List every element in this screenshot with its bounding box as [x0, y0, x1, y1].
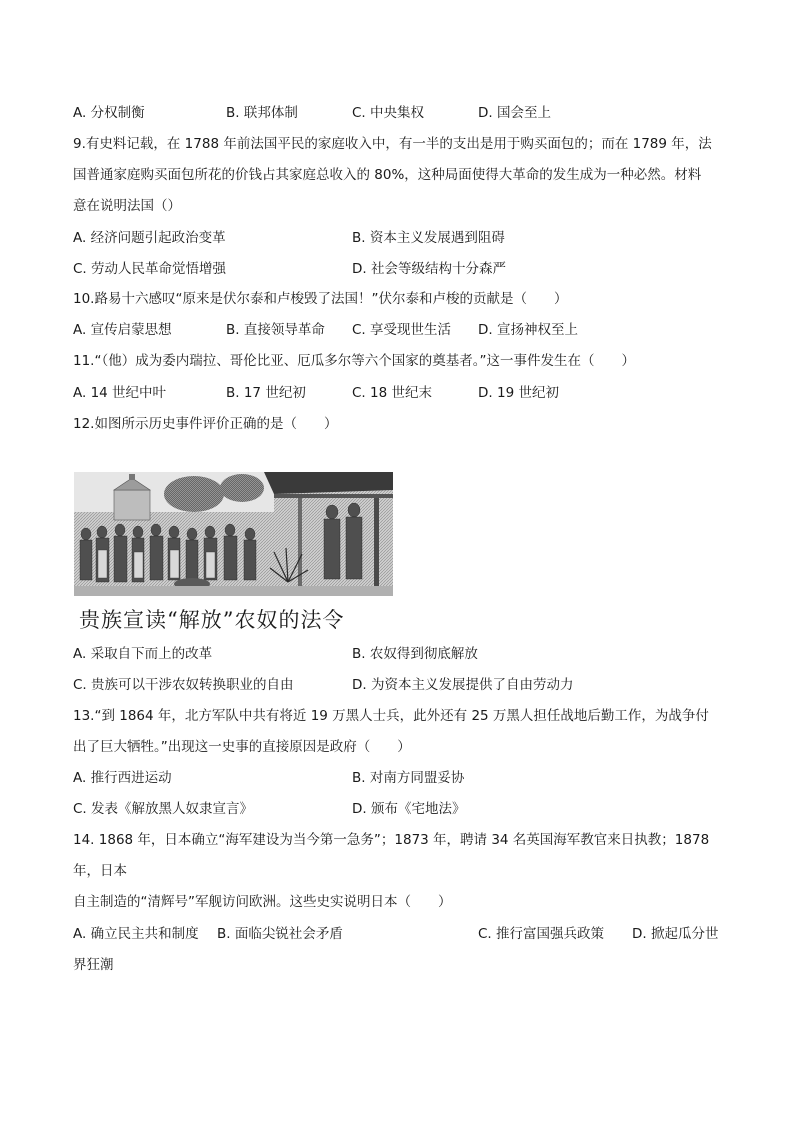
q10-option-c: C. 享受现世生活: [352, 322, 452, 338]
q14-option-d: D. 掀起瓜分世: [632, 926, 719, 942]
q11-option-c: C. 18 世纪末: [352, 385, 432, 401]
q13-stem-line1: 13.“到 1864 年，北方军队中共有将近 19 万黑人士兵，此外还有 25 万黑人担任战地后勤工作，为战争付: [73, 708, 709, 724]
q8-option-a: A. 分权制衡: [73, 105, 145, 121]
q9-stem-line1: 9.有史料记载，在 1788 年前法国平民的家庭收入中，有一半的支出是用于购买面包的；而在 1789 年，法: [73, 136, 712, 152]
q10-stem: 10.路易十六感叹“原来是伏尔泰和卢梭毁了法国！”伏尔泰和卢梭的贡献是（ ）: [73, 291, 568, 307]
q11-option-d: D. 19 世纪初: [478, 385, 559, 401]
q10-option-b: B. 直接领导革命: [226, 322, 325, 338]
q8-option-b: B. 联邦体制: [226, 105, 298, 121]
serf-emancipation-engraving: [74, 472, 393, 596]
q14-option-a: A. 确立民主共和制度: [73, 926, 199, 942]
q12-option-c: C. 贵族可以干涉农奴转换职业的自由: [73, 677, 294, 693]
q10-option-d: D. 宣扬神权至上: [478, 322, 578, 338]
q14-option-d-continued: 界狂潮: [73, 957, 114, 973]
q14-option-c: C. 推行富国强兵政策: [478, 926, 605, 942]
q12-option-b: B. 农奴得到彻底解放: [352, 646, 478, 662]
figure-caption: 贵族宣读“解放”农奴的法令: [79, 608, 345, 632]
q8-option-c: C. 中央集权: [352, 105, 425, 121]
q13-stem-line2: 出了巨大牺牲。”出现这一史事的直接原因是政府（ ）: [73, 739, 411, 755]
q9-option-a: A. 经济问题引起政治变革: [73, 230, 226, 246]
q9-stem-line3: 意在说明法国（）: [73, 198, 181, 214]
q11-option-b: B. 17 世纪初: [226, 385, 306, 401]
q8-option-d: D. 国会至上: [478, 105, 551, 121]
q9-option-d: D. 社会等级结构十分森严: [352, 261, 506, 277]
q11-option-a: A. 14 世纪中叶: [73, 385, 167, 401]
q14-option-b: B. 面临尖锐社会矛盾: [217, 926, 343, 942]
q13-option-b: B. 对南方同盟妥协: [352, 770, 465, 786]
q9-stem-line2: 国普通家庭购买面包所花的价钱占其家庭总收入的 80%，这种局面使得大革命的发生成为一种必然。材料: [73, 167, 702, 183]
q9-option-b: B. 资本主义发展遇到阻碍: [352, 230, 505, 246]
q13-option-c: C. 发表《解放黑人奴隶宣言》: [73, 801, 254, 817]
q12-option-d: D. 为资本主义发展提供了自由劳动力: [352, 677, 574, 693]
q14-stem-line3: 自主制造的“清辉号”军舰访问欧洲。这些史实说明日本（ ）: [73, 894, 452, 910]
q10-option-a: A. 宣传启蒙思想: [73, 322, 172, 338]
q12-option-a: A. 采取自下而上的改革: [73, 646, 213, 662]
q13-option-d: D. 颁布《宅地法》: [352, 801, 466, 817]
q11-stem: 11.“（他）成为委内瑞拉、哥伦比亚、厄瓜多尔等六个国家的奠基者。”这一事件发生在（ ）: [73, 353, 635, 369]
q9-option-c: C. 劳动人民革命觉悟增强: [73, 261, 227, 277]
q14-stem-line1: 14. 1868 年，日本确立“海军建设为当今第一急务”；1873 年，聘请 34 名英国海军教官来日执教；1878: [73, 832, 710, 848]
q13-option-a: A. 推行西进运动: [73, 770, 172, 786]
q14-stem-line2: 年，日本: [73, 863, 127, 879]
q12-stem: 12.如图所示历史事件评价正确的是（ ）: [73, 416, 338, 432]
